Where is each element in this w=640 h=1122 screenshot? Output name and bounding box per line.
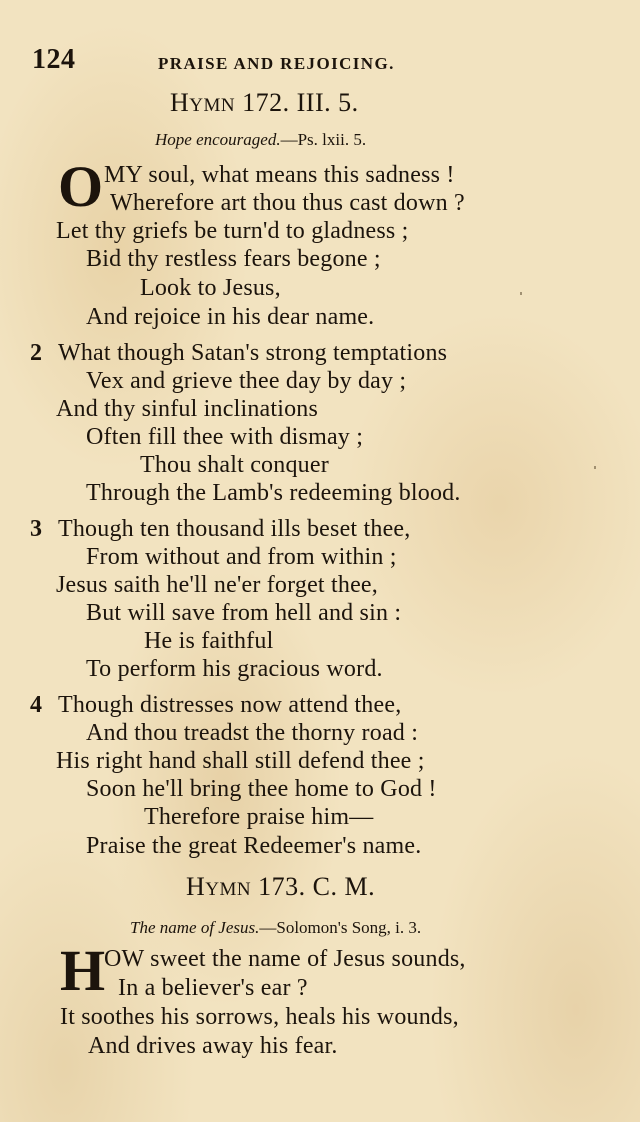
verse-line: To perform his gracious word. (86, 656, 383, 682)
verse-line: Soon he'll bring thee home to God ! (86, 776, 437, 802)
verse-line: In a believer's ear ? (118, 975, 308, 1001)
verse-line: From without and from within ; (86, 544, 397, 570)
verse-line: But will save from hell and sin : (86, 600, 402, 626)
verse-line: Let thy griefs be turn'd to gladness ; (56, 218, 409, 244)
verse-line: He is faithful (144, 628, 274, 654)
verse-line: And thou treadst the thorny road : (86, 720, 419, 746)
paper-speck (594, 466, 596, 469)
verse-line: Look to Jesus, (140, 275, 281, 301)
verse-line: Though distresses now attend thee, (58, 692, 402, 718)
verse-line: Therefore praise him— (144, 804, 374, 830)
verse-line: Praise the great Redeemer's name. (86, 833, 422, 859)
verse-line: OW sweet the name of Jesus sounds, (104, 946, 466, 972)
page-number: 124 (32, 44, 76, 75)
verse-line: It soothes his sorrows, heals his wounds, (60, 1004, 459, 1030)
verse-line: Though ten thousand ills beset thee, (58, 516, 411, 542)
drop-cap-h: H (60, 938, 106, 1003)
verse-line: And rejoice in his dear name. (86, 304, 375, 330)
hymn-subtitle-173: The name of Jesus.—Solomon's Song, i. 3. (130, 918, 422, 937)
verse-line: What though Satan's strong temptations (58, 340, 448, 366)
verse-line: Through the Lamb's redeeming blood. (86, 480, 461, 506)
verse-line: And drives away his fear. (88, 1033, 338, 1059)
verse-line: Jesus saith he'll ne'er forget thee, (56, 572, 378, 598)
running-head: PRAISE AND REJOICING. (158, 54, 395, 73)
drop-cap-o: O (58, 154, 104, 219)
verse-line: Thou shalt conquer (140, 452, 329, 478)
verse-number: 4 (30, 692, 42, 718)
verse-number: 2 (30, 340, 42, 366)
verse-line: His right hand shall still defend thee ; (56, 748, 425, 774)
verse-line: MY soul, what means this sadness ! (104, 162, 455, 188)
verse-number: 3 (30, 516, 42, 542)
verse-line: Wherefore art thou thus cast down ? (110, 190, 465, 216)
hymn-subtitle-172: Hope encouraged.—Ps. lxii. 5. (155, 130, 367, 149)
verse-line: And thy sinful inclinations (56, 396, 319, 422)
verse-line: Bid thy restless fears begone ; (86, 246, 381, 272)
verse-line: Vex and grieve thee day by day ; (86, 368, 407, 394)
page-header (30, 44, 610, 80)
paper-speck (520, 292, 522, 295)
verse-line: Often fill thee with dismay ; (86, 424, 364, 450)
hymn-title-173: HYMN 173. C. M. (186, 872, 376, 901)
hymn-title-172: HYMN 172. III. 5. (170, 88, 359, 117)
